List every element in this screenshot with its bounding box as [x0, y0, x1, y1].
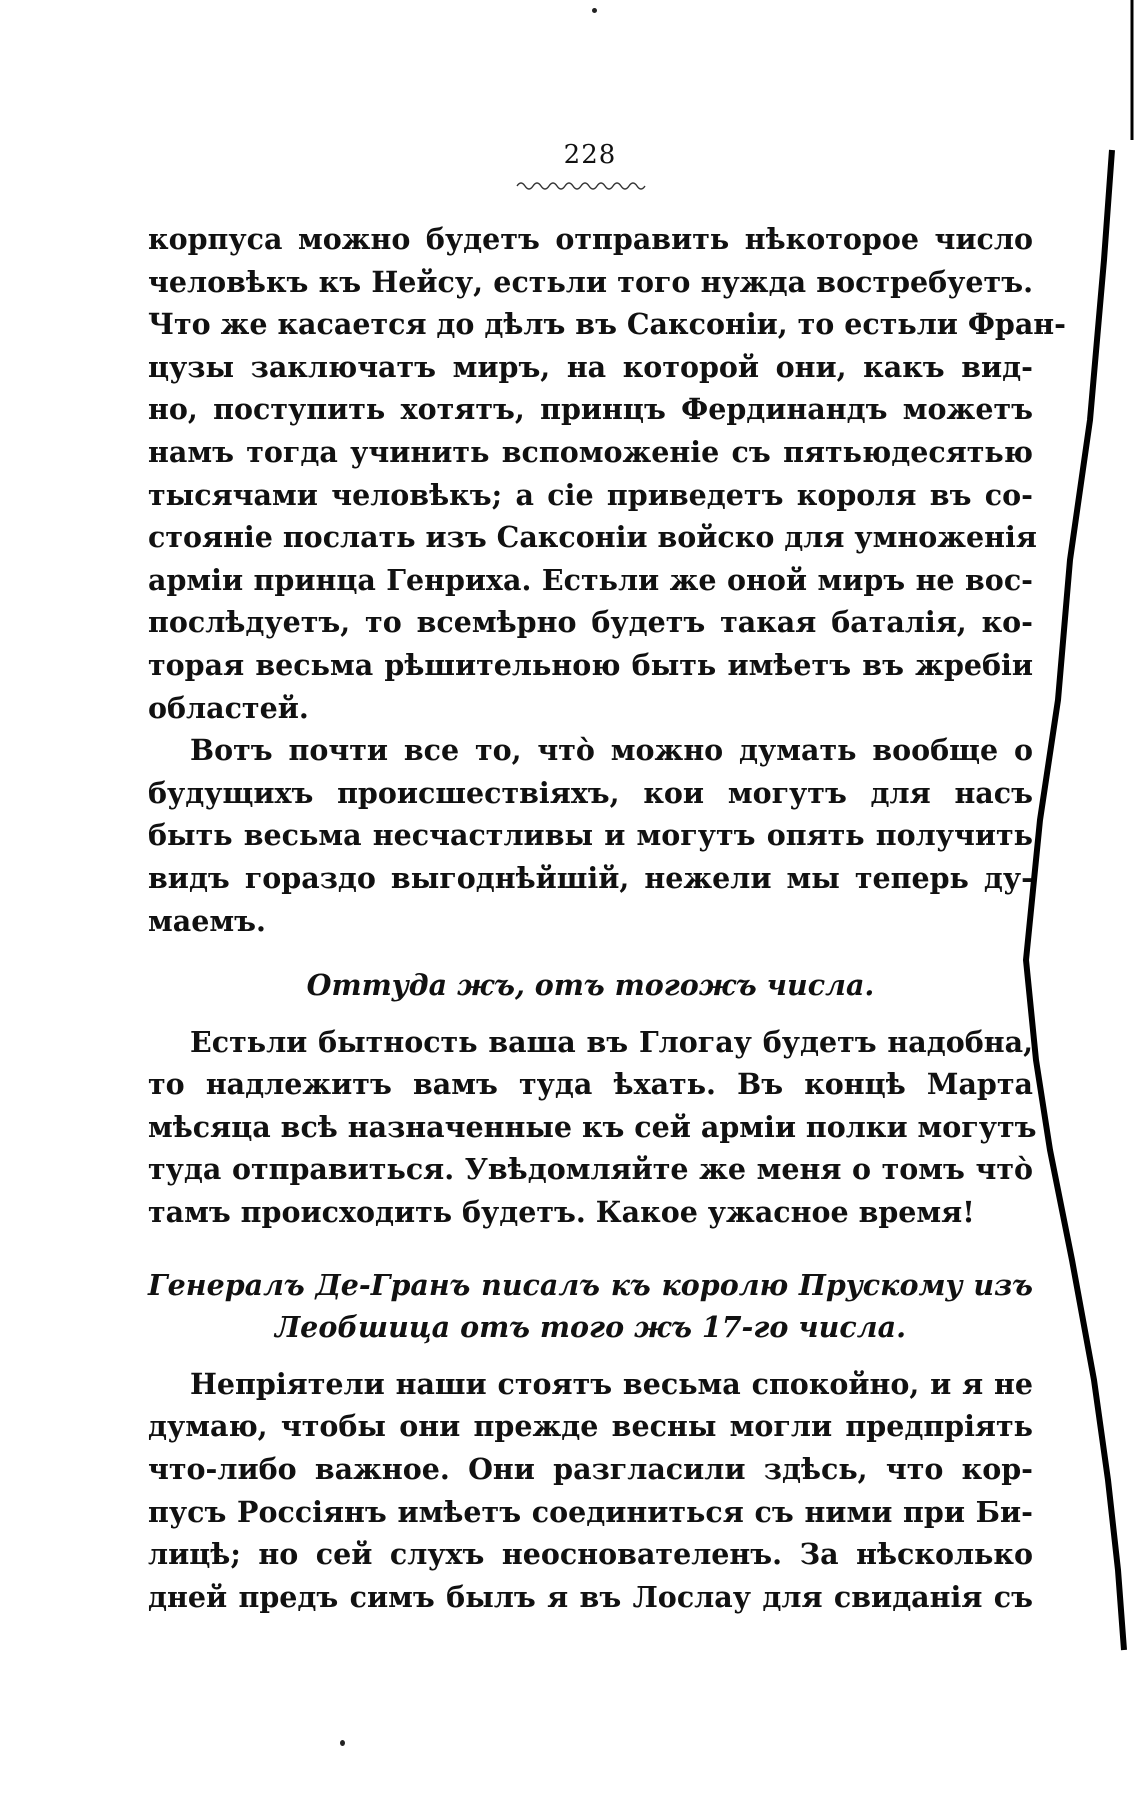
- text-line: Естьли бытность ваша въ Глогау будетъ надобна,: [190, 1024, 1033, 1059]
- letter-heading-line: Генералъ Де-Гранъ писалъ къ королю Прускому изъ: [148, 1267, 1033, 1302]
- ink-speck: [340, 1740, 345, 1746]
- paragraph-3: [148, 1021, 1037, 1234]
- text-line: но, поступить хотятъ, принцъ Фердинандъ можетъ: [148, 392, 1033, 427]
- text-line: корпуса можно будетъ отправить нѣкоторое число: [148, 222, 1033, 256]
- text-line: Непріятели наши стоятъ весьма спокойно, и я не: [190, 1366, 1033, 1401]
- text-line: пусъ Россіянъ имѣетъ соединиться съ ними при Би-: [148, 1494, 1033, 1529]
- text-line: мѣсяца всѣ назначенные къ сей арміи полки могутъ: [148, 1109, 1037, 1144]
- text-line: намъ тогда учинить вспоможеніе съ пятьюдесятью: [148, 434, 1033, 469]
- text-line: быть весьма несчастливы и могутъ опять получить: [148, 818, 1033, 853]
- paragraph-1: [148, 218, 1066, 729]
- text-line: лицѣ; но сей слухъ неоснователенъ. За нѣсколько: [148, 1537, 1033, 1572]
- text-line: то надлежитъ вамъ туда ѣхать. Въ концѣ Марта: [148, 1067, 1033, 1102]
- page-number-ornament: [515, 178, 665, 192]
- text-line: послѣдуетъ, то всемѣрно будетъ такая баталія, ко-: [148, 605, 1033, 640]
- text-line: цузы заключатъ миръ, на которой они, какъ вид-: [148, 349, 1033, 384]
- text-line: туда отправиться. Увѣдомляйте же меня о томъ что̀: [148, 1152, 1033, 1187]
- text-line: Вотъ почти все то, что̀ можно думать вообще о: [190, 733, 1033, 768]
- text-line: маемъ.: [148, 903, 266, 938]
- text-line: думаю, чтобы они прежде весны могли предпріять: [148, 1409, 1033, 1444]
- text-line: дней предъ симъ былъ я въ Лослау для свиданія съ: [148, 1579, 1033, 1614]
- letter-heading-line: Леобшица отъ того жъ 17-го числа.: [274, 1310, 907, 1345]
- body-text: [148, 218, 1066, 1618]
- text-line: видъ гораздо выгоднѣйшій, нежели мы теперь ду-: [148, 860, 1033, 895]
- text-line: тамъ происходить будетъ. Какое ужасное время!: [148, 1195, 975, 1230]
- paragraph-4: [148, 1363, 1033, 1619]
- page-number: 228: [563, 140, 617, 170]
- paragraph-2: [148, 729, 1033, 942]
- text-line: торая весьма рѣшительною быть имѣетъ въ жребіи: [148, 647, 1033, 682]
- text-line: арміи принца Генриха. Естьли же оной миръ не вос-: [148, 562, 1033, 597]
- text-line: тысячами человѣкъ; а сіе приведетъ короля въ со-: [148, 477, 1033, 512]
- text-line: стояніе послать изъ Саксоніи войско для умноженія: [148, 520, 1037, 555]
- text-line: человѣкъ къ Нейсу, естьли того нужда востребуетъ.: [148, 264, 1033, 299]
- text-line: областей.: [148, 690, 309, 725]
- text-line: будущихъ происшествіяхъ, кои могутъ для насъ: [148, 775, 1033, 810]
- section-heading: Оттуда жъ, отъ тогожъ числа.: [306, 968, 875, 1003]
- text-line: что-либо важное. Они разгласили здѣсь, что кор-: [148, 1452, 1033, 1487]
- text-line: Что же касается до дѣлъ въ Саксоніи, то естьли Фран-: [148, 307, 1066, 342]
- ink-speck: [592, 8, 597, 13]
